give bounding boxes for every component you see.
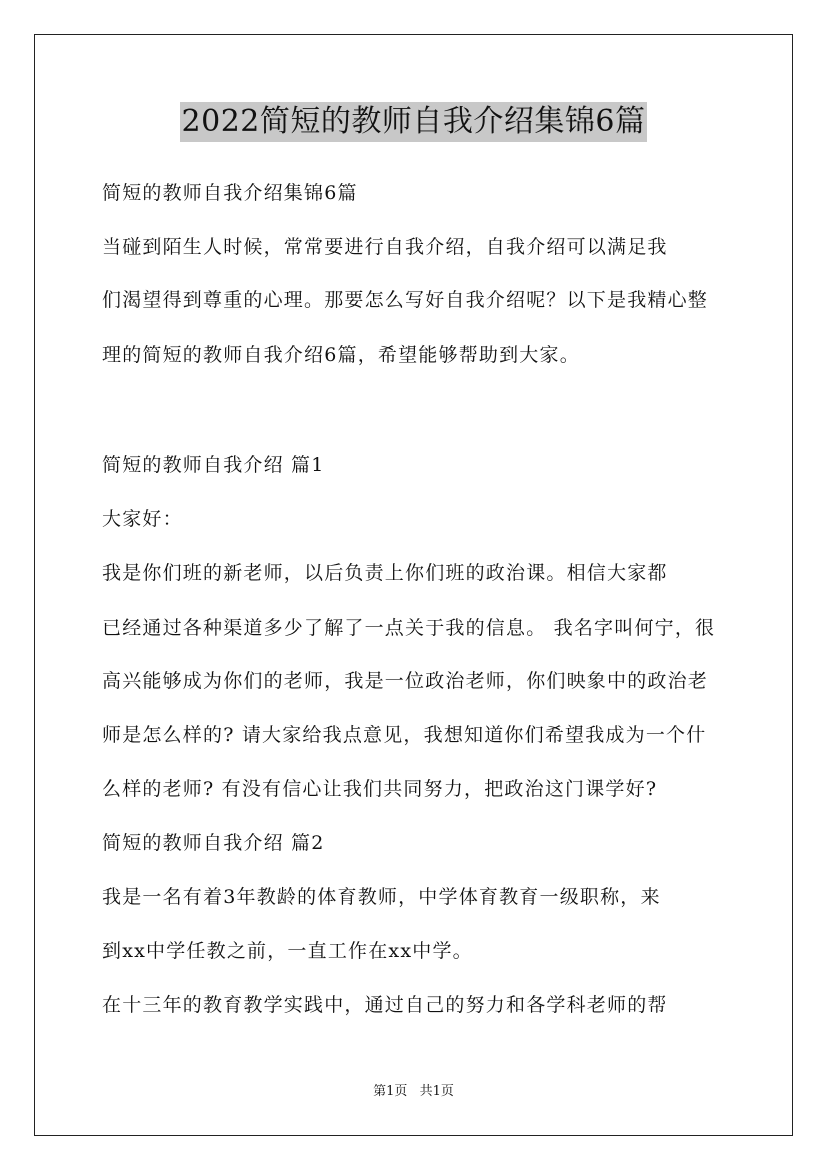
page-number: 第1页 (373, 1084, 408, 1099)
page-footer (0, 1083, 827, 1101)
paragraph-line: 师是怎么样的? 请大家给我点意见，我想知道你们希望我成为一个什 (102, 724, 707, 746)
paragraph-line: 我是你们班的新老师，以后负责上你们班的政治课。相信大家都 (102, 562, 668, 584)
greeting-line: 大家好： (102, 508, 183, 530)
paragraph-line: 我是一名有着3年教龄的体育教师，中学体育教育一级职称，来 (102, 886, 661, 908)
document-title: 2022简短的教师自我介绍集锦6篇 (180, 102, 648, 142)
title-container (0, 102, 827, 142)
paragraph-line: 么样的老师? 有没有信心让我们共同努力，把政治这门课学好? (102, 778, 658, 800)
subtitle-line: 简短的教师自我介绍集锦6篇 (102, 182, 358, 204)
section-heading: 简短的教师自我介绍 篇1 (102, 454, 325, 476)
paragraph-line: 到xx中学任教之前，一直工作在xx中学。 (102, 940, 473, 962)
paragraph-line: 当碰到陌生人时候，常常要进行自我介绍，自我介绍可以满足我 (102, 236, 668, 258)
paragraph-line: 已经通过各种渠道多少了解了一点关于我的信息。 我名字叫何宁，很 (102, 617, 716, 639)
paragraph-line: 在十三年的教育教学实践中，通过自己的努力和各学科老师的帮 (102, 994, 668, 1016)
paragraph-line: 理的简短的教师自我介绍6篇，希望能够帮助到大家。 (102, 344, 580, 366)
page-total: 共1页 (419, 1084, 454, 1099)
section-heading: 简短的教师自我介绍 篇2 (102, 832, 325, 854)
paragraph-line: 们渴望得到尊重的心理。那要怎么写好自我介绍呢？以下是我精心整 (102, 289, 709, 311)
paragraph-line: 高兴能够成为你们的老师，我是一位政治老师，你们映象中的政治老 (102, 670, 709, 692)
